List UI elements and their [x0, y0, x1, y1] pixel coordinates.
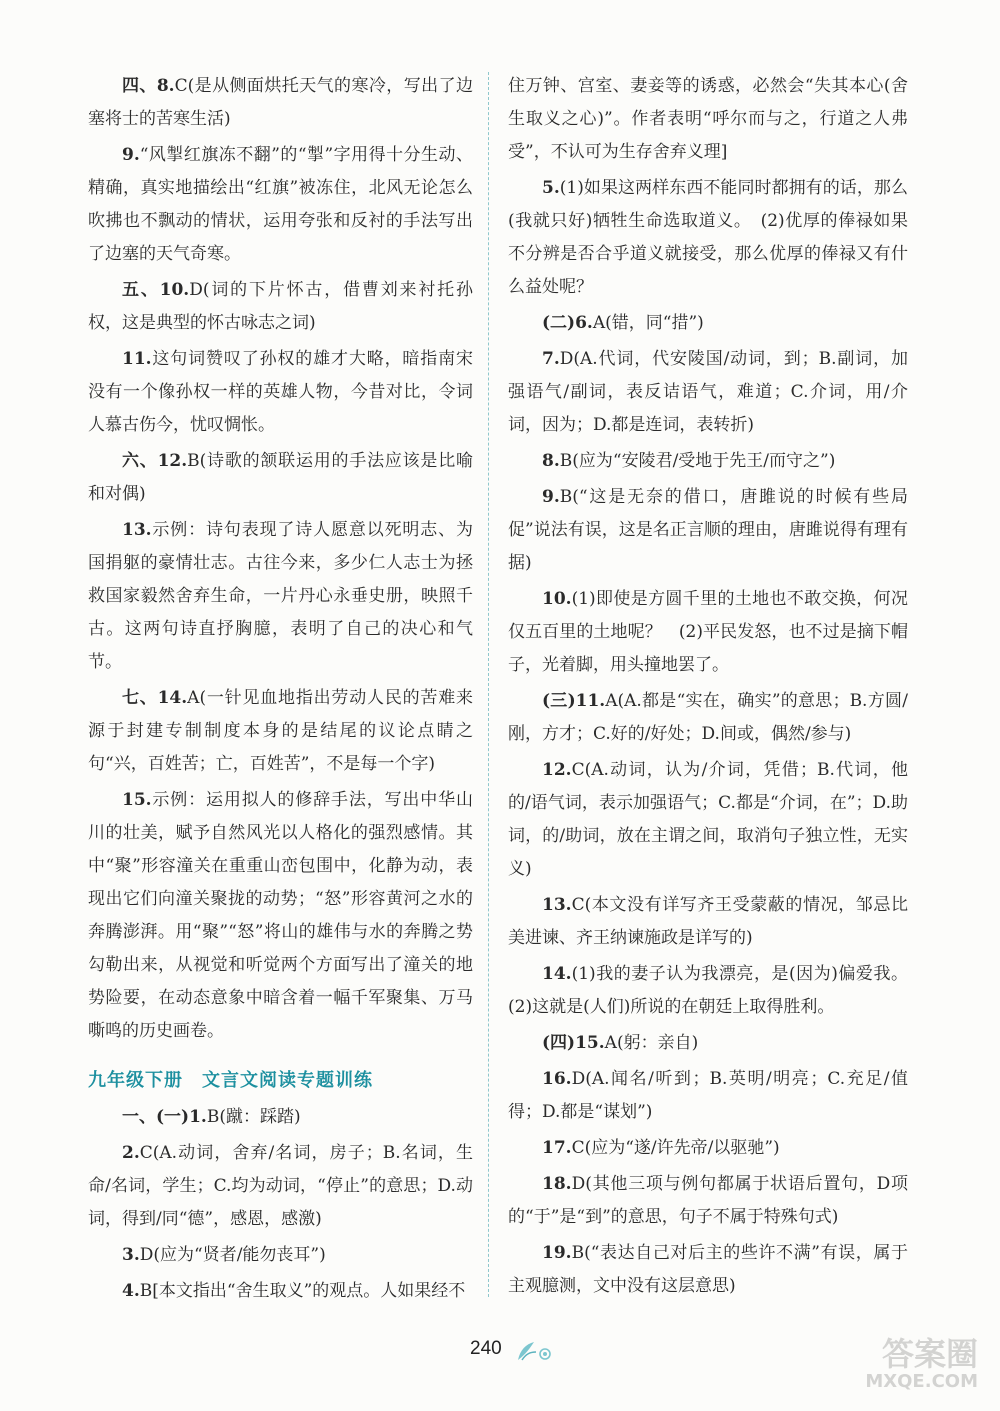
answer-item	[508, 583, 908, 682]
answer-item	[508, 1027, 908, 1060]
answer-item	[508, 307, 908, 340]
answer-text: (1)如果这两样东西不能同时都拥有的话，那么(我就只好)牺牲生命选取道义。 (2)优厚的俸禄如果不分辨是否合乎道义就接受，那么优厚的俸禄又有什么益处呢？	[508, 178, 908, 297]
answer-item	[88, 1101, 473, 1134]
left-column	[88, 70, 473, 1311]
left-answer-list	[88, 70, 473, 1048]
answer-item	[508, 889, 908, 955]
answer-item	[88, 1137, 473, 1236]
answer-number: 9.	[122, 145, 140, 165]
answer-text: B(蹴：踩踏)	[206, 1107, 301, 1127]
answer-item	[508, 958, 908, 1024]
answer-number: 七、14.	[122, 688, 188, 708]
answer-number: 六、12.	[122, 451, 188, 471]
answer-text: C(本文没有详写齐王受蒙蔽的情况，邹忌比美进谏、齐王纳谏施政是详写的)	[508, 895, 908, 948]
answer-item	[88, 784, 473, 1048]
answer-text: A(A.都是“实在，确实”的意思；B.方圆/刚，方才；C.好的/好处；D.间或，偶然/参与)	[508, 691, 908, 744]
answer-item	[508, 754, 908, 886]
answer-number: 18.	[542, 1174, 572, 1194]
answer-item	[88, 1239, 473, 1272]
answer-item	[508, 172, 908, 304]
answer-text: D(词的下片怀古，借曹刘来衬托孙权，这是典型的怀古咏志之词)	[88, 280, 474, 333]
answer-number: 17.	[542, 1138, 572, 1158]
answer-number: 14.	[542, 964, 572, 984]
answer-text: 示例：运用拟人的修辞手法，写出中华山川的壮美，赋予自然风光以人格化的强烈感情。其中“聚”形容潼关在重重山峦包围中，化静为动，表现出它们向潼关聚拢的动势；“怒”形容黄河之水的奔腾澎湃。用“聚”“怒”将山的雄伟与水的奔腾之势勾勒出来，从视觉和听觉两个方面写出了潼关的地势险要，在动态意象中暗含着一幅千军聚集、万马嘶鸣的历史画卷。	[88, 790, 473, 1041]
answer-text: 住万钟、宫室、妻妾等的诱惑，必然会“失其本心(舍生取义之心)”。作者表明“呼尔而与之，行道之人弗受”，不认可为生存舍弃义理]	[508, 76, 908, 162]
answer-item	[508, 1237, 908, 1303]
answer-number: 一、(一)1.	[122, 1107, 207, 1127]
answer-text: “风掣红旗冻不翻”的“掣”字用得十分生动、精确，真实地描绘出“红旗”被冻住，北风无论怎么吹拂也不飘动的情状，运用夸张和反衬的手法写出了边塞的天气奇寒。	[88, 145, 473, 264]
answer-item	[88, 514, 473, 679]
answer-text: A(一针见血地指出劳动人民的苦难来源于封建专制制度本身的是结尾的议论点睛之句“兴，百姓苦；亡，百姓苦”，不是每一个字)	[88, 688, 473, 774]
watermark-title: 答案圈	[881, 1335, 978, 1373]
answer-text: 示例：诗句表现了诗人愿意以死明志、为国捐躯的豪情壮志。古往今来，多少仁人志士为拯救国家毅然舍弃生命，一片丹心永垂史册，映照千古。这两句诗直抒胸臆，表明了自己的决心和气节。	[88, 520, 473, 672]
answer-number: 15.	[122, 790, 152, 810]
column-divider	[488, 72, 489, 1297]
answer-number: 13.	[542, 895, 572, 915]
answer-number: 2.	[122, 1143, 140, 1163]
answer-text: C(A.动词，认为/介词，凭借；B.代词，他的/语气词，表示加强语气；C.都是“介词，在”；D.助词，的/助词，放在主谓之间，取消句子独立性，无实义)	[508, 760, 908, 879]
answer-number: 9.	[542, 487, 560, 507]
answer-number: 16.	[542, 1069, 572, 1089]
answer-text: (1)我的妻子认为我漂亮，是(因为)偏爱我。(2)这就是(人们)所说的在朝廷上取得胜利。	[508, 964, 908, 1017]
answer-item	[88, 1275, 473, 1308]
answer-item	[508, 70, 908, 169]
answer-number: 3.	[122, 1245, 140, 1265]
answer-number: (四)15.	[542, 1033, 605, 1053]
answer-item	[508, 1168, 908, 1234]
answer-text: C(应为“遂/许先帝/以驱驰”)	[571, 1138, 780, 1158]
leaf-swirl-icon	[512, 1338, 556, 1364]
watermark	[828, 1329, 978, 1399]
answer-number: 12.	[542, 760, 572, 780]
answer-item	[508, 1132, 908, 1165]
right-answer-list	[508, 70, 908, 1303]
left-answer-list-2	[88, 1101, 473, 1308]
section-title: 九年级下册 文言文阅读专题训练	[88, 1070, 373, 1091]
answer-number: 7.	[542, 349, 560, 369]
answer-number: 19.	[542, 1243, 572, 1263]
answer-item	[508, 1063, 908, 1129]
answer-item	[88, 70, 473, 136]
answer-item	[508, 343, 908, 442]
answer-item	[88, 682, 473, 781]
answer-number: (二)6.	[542, 313, 593, 333]
answer-text: B(诗歌的颔联运用的手法应该是比喻和对偶)	[88, 451, 473, 504]
answer-number: 5.	[542, 178, 560, 198]
answer-text: 这句词赞叹了孙权的雄才大略，暗指南宋没有一个像孙权一样的英雄人物，今昔对比，令词人慕古伤今，忧叹惆怅。	[88, 349, 473, 435]
answer-text: D(应为“贤者/能勿丧耳”)	[139, 1245, 326, 1265]
answer-number: 四、8.	[122, 76, 175, 96]
answer-text: A(躬：亲自)	[604, 1033, 699, 1053]
answer-text: D(其他三项与例句都属于状语后置句，D项的“于”是“到”的意思，句子不属于特殊句式)	[508, 1174, 908, 1227]
answer-text: D(A.闻名/听到；B.英明/明亮；C.充足/值得；D.都是“谋划”)	[508, 1069, 908, 1122]
answer-number: (三)11.	[542, 691, 606, 711]
answer-number: 五、10.	[122, 280, 190, 300]
answer-item	[88, 274, 473, 340]
answer-text: B(“这是无奈的借口，唐雎说的时候有些局促”说法有误，这是名正言顺的理由，唐雎说得有理有据)	[508, 487, 908, 573]
answer-text: D(A.代词，代安陵国/动词，到；B.副词，加强语气/副词，表反诘语气，难道；C.介词，用/介词，因为；D.都是连词，表转折)	[508, 349, 908, 435]
answer-text: C(是从侧面烘托天气的寒冷，写出了边塞将士的苦寒生活)	[88, 76, 473, 129]
answer-text: B[本文指出“舍生取义”的观点。人如果经不	[139, 1281, 466, 1301]
answer-text: A(错，同“措”)	[592, 313, 704, 333]
answer-item	[508, 481, 908, 580]
page-number: 240	[470, 1338, 502, 1359]
answer-item	[88, 343, 473, 442]
answer-number: 8.	[542, 451, 560, 471]
answer-item	[508, 685, 908, 751]
answer-item	[88, 445, 473, 511]
answer-item	[88, 139, 473, 271]
answer-number: 10.	[542, 589, 572, 609]
answer-number: 13.	[122, 520, 152, 540]
answer-text: B(应为“安陵君/受地于先王/而守之”)	[559, 451, 836, 471]
answer-text: C(A.动词，舍弃/名词，房子；B.名词，生命/名词，学生；C.均为动词，“停止”的意思；D.动词，得到/同“德”，感恩，感激)	[88, 1143, 473, 1229]
answer-text: (1)即使是方圆千里的土地也不敢交换，何况仅五百里的土地呢？ (2)平民发怒，也不过是摘下帽子，光着脚，用头撞地罢了。	[508, 589, 908, 675]
answer-text: B(“表达自己对后主的些许不满”有误，属于主观臆测，文中没有这层意思)	[508, 1243, 908, 1296]
answer-item	[508, 445, 908, 478]
watermark-url: MXQE.COM	[865, 1371, 978, 1392]
right-column	[508, 70, 908, 1306]
answer-number: 11.	[122, 349, 152, 369]
answer-number: 4.	[122, 1281, 140, 1301]
